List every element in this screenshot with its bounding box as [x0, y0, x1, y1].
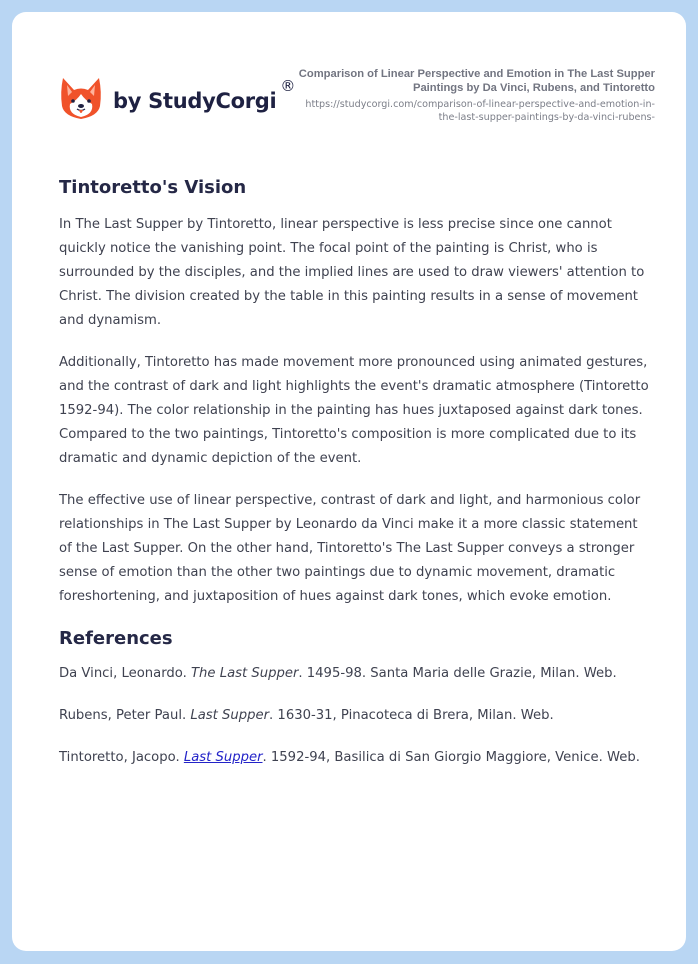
references-heading: References [59, 628, 173, 649]
document-card [12, 12, 686, 951]
reference-details: . 1630-31, Pinacoteca di Brera, Milan. Web. [269, 708, 554, 723]
section-heading: Tintoretto's Vision [59, 177, 247, 198]
reference-work-title: Last Supper [190, 708, 270, 723]
logo-text: by StudyCorgi [113, 89, 277, 113]
paragraph: In The Last Supper by Tintoretto, linear perspective is less precise since one cannot quickly notice the vanishing point. The focal point of the painting is Christ, who is surrounded by the disciples, and the implied lines are used to draw viewers' attention to Christ. The division created by the table in this painting results in a sense of movement and dynamism. [59, 217, 645, 328]
studycorgi-logo[interactable] [60, 76, 295, 120]
paragraph: The effective use of linear perspective, contrast of dark and light, and harmonious color relationships in The Last Supper by Leonardo da Vinci make it a more classic statement of the Last Supper. On the other hand, Tintoretto's The Last Supper conveys a stronger sense of emotion than the other two paintings due to dynamic movement, dramatic foreshortening, and juxtaposition of hues against dark tones, which evoke emotion. [59, 493, 641, 604]
reference-details: . 1592-94, Basilica di San Giorgio Maggiore, Venice. Web. [262, 750, 640, 765]
registered-mark: ® [280, 77, 296, 95]
reference-author: Tintoretto, Jacopo. [59, 750, 184, 765]
paragraph: Additionally, Tintoretto has made movement more pronounced using animated gestures, and the contrast of dark and light highlights the event's dramatic atmosphere (Tintoretto 1592-94). The color relationship in the painting has hues juxtaposed against dark tones. Compared to the two paintings, Tintoretto's composition is more complicated due to its dramatic and dynamic depiction of the event. [59, 355, 649, 466]
document-body [59, 176, 649, 770]
document-header [12, 12, 686, 142]
reference-work-title[interactable]: Last Supper [183, 750, 263, 765]
document-title: Comparison of Linear Perspective and Emotion in The Last Supper Paintings by Da Vinci, Rubens, and Tintoretto [298, 68, 655, 94]
reference-item [59, 704, 649, 728]
reference-work-link[interactable] [184, 750, 263, 765]
reference-author: Da Vinci, Leonardo. [59, 666, 191, 681]
reference-details: . 1495-98. Santa Maria delle Grazie, Milan. Web. [298, 666, 617, 681]
reference-item [59, 746, 649, 770]
reference-work-title: The Last Supper [191, 666, 299, 681]
document-meta [295, 67, 655, 124]
reference-item [59, 662, 649, 686]
reference-author: Rubens, Peter Paul. [59, 708, 191, 723]
document-url[interactable]: https://studycorgi.com/comparison-of-linear-perspective-and-emotion-in-the-last-supper-paintings-by-da-vinci-rubens- [305, 99, 655, 123]
corgi-icon [60, 76, 102, 120]
